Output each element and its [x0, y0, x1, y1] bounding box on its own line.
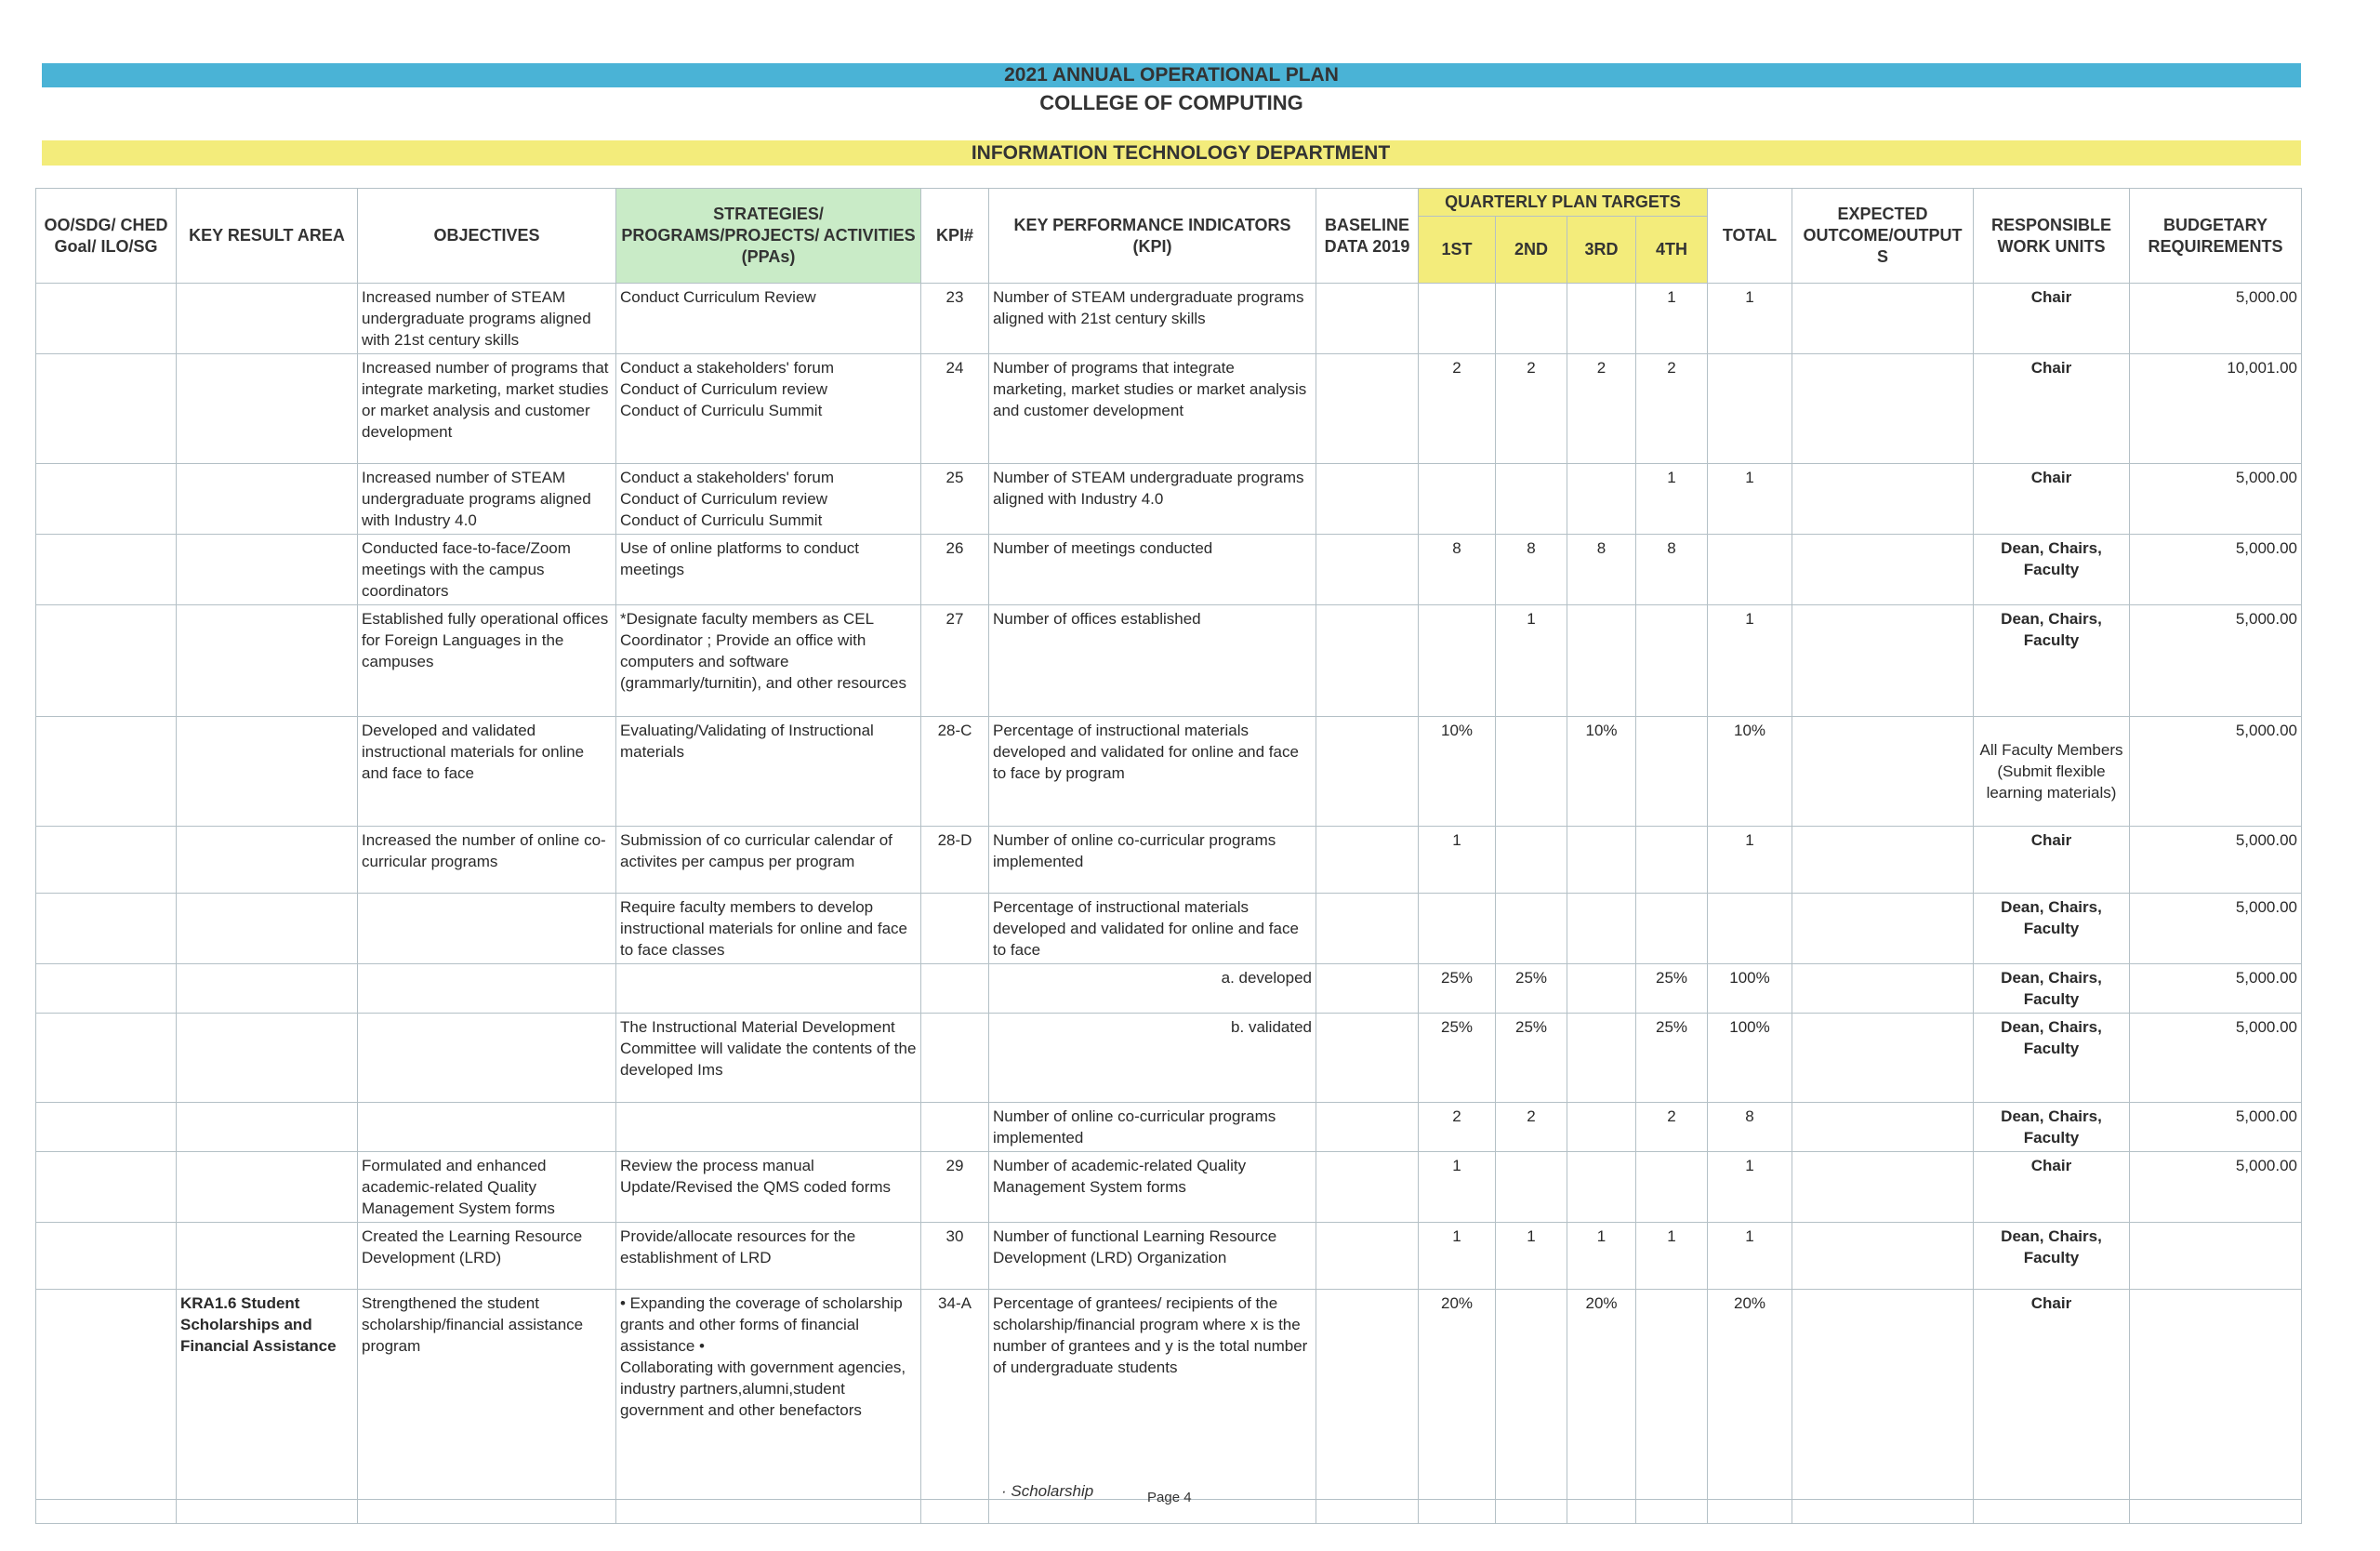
kpi-number-cell: 34-A	[921, 1290, 989, 1500]
q2-target-cell: 1	[1496, 1223, 1567, 1290]
objective-cell: Increased number of STEAM undergraduate programs aligned with 21st century skills	[358, 284, 616, 354]
q3-target-cell: 2	[1567, 354, 1636, 464]
expected-outcome-cell	[1792, 1152, 1974, 1223]
table-row	[36, 605, 2302, 717]
kpi-cell: Number of online co-curricular programs implemented	[989, 827, 1316, 894]
col-q1-header: 1ST	[1419, 217, 1496, 284]
q4-target-cell	[1636, 605, 1708, 717]
kpi-cell: Number of STEAM undergraduate programs aligned with Industry 4.0	[989, 464, 1316, 535]
q3-target-cell: 10%	[1567, 717, 1636, 827]
budget-cell	[2130, 1290, 2302, 1500]
q3-target-cell: 1	[1567, 1223, 1636, 1290]
empty-cell	[1316, 1500, 1419, 1524]
budget-cell: 5,000.00	[2130, 964, 2302, 1014]
baseline-cell	[1316, 1014, 1419, 1103]
table-row	[36, 1103, 2302, 1152]
q1-target-cell: 8	[1419, 535, 1496, 605]
kpi-number-cell: 24	[921, 354, 989, 464]
goal-cell	[36, 605, 177, 717]
budget-cell: 5,000.00	[2130, 1014, 2302, 1103]
baseline-cell	[1316, 464, 1419, 535]
kpi-number-cell	[921, 1103, 989, 1152]
q2-target-cell: 1	[1496, 605, 1567, 717]
responsible-unit-cell: Chair	[1974, 1152, 2130, 1223]
expected-outcome-cell	[1792, 827, 1974, 894]
total-cell: 1	[1708, 605, 1792, 717]
goal-cell	[36, 964, 177, 1014]
empty-cell	[921, 1500, 989, 1524]
q1-target-cell: 25%	[1419, 964, 1496, 1014]
q1-target-cell: 1	[1419, 1152, 1496, 1223]
budget-cell: 5,000.00	[2130, 1103, 2302, 1152]
baseline-cell	[1316, 1223, 1419, 1290]
baseline-cell	[1316, 284, 1419, 354]
expected-outcome-cell	[1792, 717, 1974, 827]
col-goal-header: OO/SDG/ CHED Goal/ ILO/SG	[36, 189, 177, 284]
expected-outcome-cell	[1792, 894, 1974, 964]
strategy-cell: Submission of co curricular calendar of activites per campus per program	[616, 827, 921, 894]
table-row	[36, 964, 2302, 1014]
q4-target-cell: 2	[1636, 354, 1708, 464]
responsible-unit-cell: Chair	[1974, 284, 2130, 354]
kpi-number-cell: 27	[921, 605, 989, 717]
table-row	[36, 284, 2302, 354]
table-row	[36, 464, 2302, 535]
college-name: COLLEGE OF COMPUTING	[1039, 91, 1303, 114]
kpi-number-cell: 25	[921, 464, 989, 535]
baseline-cell	[1316, 894, 1419, 964]
goal-cell	[36, 1290, 177, 1500]
strategy-cell: *Designate faculty members as CEL Coordinator ; Provide an office with computers and software (grammarly/turnitin), and other resources	[616, 605, 921, 717]
q3-target-cell	[1567, 284, 1636, 354]
expected-outcome-cell	[1792, 1290, 1974, 1500]
q2-target-cell: 2	[1496, 1103, 1567, 1152]
responsible-unit-cell: Chair	[1974, 464, 2130, 535]
objective-cell: Created the Learning Resource Development (LRD)	[358, 1223, 616, 1290]
goal-cell	[36, 827, 177, 894]
operational-plan-table	[35, 188, 2302, 1524]
budget-cell: 5,000.00	[2130, 535, 2302, 605]
strategy-cell: Conduct Curriculum Review	[616, 284, 921, 354]
kpi-number-cell: 30	[921, 1223, 989, 1290]
col-objectives-header: OBJECTIVES	[358, 189, 616, 284]
strategy-cell: Evaluating/Validating of Instructional materials	[616, 717, 921, 827]
kra-cell	[177, 1103, 358, 1152]
total-cell: 100%	[1708, 1014, 1792, 1103]
total-cell: 1	[1708, 284, 1792, 354]
q1-target-cell: 2	[1419, 354, 1496, 464]
goal-cell	[36, 1103, 177, 1152]
q4-target-cell: 1	[1636, 1223, 1708, 1290]
col-kpi-header: KEY PERFORMANCE INDICATORS (KPI)	[989, 189, 1316, 284]
goal-cell	[36, 354, 177, 464]
expected-outcome-cell	[1792, 1103, 1974, 1152]
q4-target-cell	[1636, 717, 1708, 827]
q1-target-cell: 1	[1419, 827, 1496, 894]
total-cell: 1	[1708, 464, 1792, 535]
empty-cell	[177, 1500, 358, 1524]
baseline-cell	[1316, 964, 1419, 1014]
responsible-unit-cell: Dean, Chairs, Faculty	[1974, 1014, 2130, 1103]
strategy-cell: Provide/allocate resources for the establishment of LRD	[616, 1223, 921, 1290]
table-row	[36, 717, 2302, 827]
kpi-number-cell: 28-D	[921, 827, 989, 894]
strategy-cell: Conduct a stakeholders' forum Conduct of Curriculum review Conduct of Curriculu Summit	[616, 464, 921, 535]
total-cell: 100%	[1708, 964, 1792, 1014]
budget-cell: 5,000.00	[2130, 827, 2302, 894]
total-cell	[1708, 894, 1792, 964]
strategy-cell: Use of online platforms to conduct meetings	[616, 535, 921, 605]
kpi-number-cell: 28-C	[921, 717, 989, 827]
total-cell: 1	[1708, 1223, 1792, 1290]
objective-cell: Established fully operational offices for Foreign Languages in the campuses	[358, 605, 616, 717]
col-baseline-header: BASELINE DATA 2019	[1316, 189, 1419, 284]
table-row	[36, 827, 2302, 894]
col-strategies-header: STRATEGIES/ PROGRAMS/PROJECTS/ ACTIVITIES (PPAs)	[616, 189, 921, 284]
empty-cell	[2130, 1500, 2302, 1524]
q3-target-cell	[1567, 964, 1636, 1014]
objective-cell: Increased number of STEAM undergraduate programs aligned with Industry 4.0	[358, 464, 616, 535]
responsible-unit-cell: Chair	[1974, 354, 2130, 464]
q3-target-cell	[1567, 464, 1636, 535]
expected-outcome-cell	[1792, 605, 1974, 717]
baseline-cell	[1316, 1103, 1419, 1152]
empty-cell	[358, 1500, 616, 1524]
empty-cell	[1419, 1500, 1496, 1524]
budget-cell: 5,000.00	[2130, 464, 2302, 535]
q3-target-cell	[1567, 894, 1636, 964]
kpi-cell: Number of functional Learning Resource Development (LRD) Organization	[989, 1223, 1316, 1290]
q2-target-cell	[1496, 827, 1567, 894]
kra-cell	[177, 354, 358, 464]
baseline-cell	[1316, 827, 1419, 894]
q2-target-cell: 2	[1496, 354, 1567, 464]
goal-cell	[36, 1223, 177, 1290]
kra-cell	[177, 1152, 358, 1223]
q1-target-cell	[1419, 464, 1496, 535]
col-budget-header: BUDGETARY REQUIREMENTS	[2130, 189, 2302, 284]
q2-target-cell: 8	[1496, 535, 1567, 605]
q4-target-cell	[1636, 1152, 1708, 1223]
q2-target-cell: 25%	[1496, 1014, 1567, 1103]
strategy-cell: The Instructional Material Development Committee will validate the contents of the developed Ims	[616, 1014, 921, 1103]
goal-cell	[36, 894, 177, 964]
budget-cell: 5,000.00	[2130, 717, 2302, 827]
strategy-cell	[616, 964, 921, 1014]
col-quarterly-header: QUARTERLY PLAN TARGETS	[1419, 189, 1708, 217]
responsible-unit-cell: Dean, Chairs, Faculty	[1974, 535, 2130, 605]
kra-cell	[177, 605, 358, 717]
kpi-cell: b. validated	[989, 1014, 1316, 1103]
budget-cell: 5,000.00	[2130, 894, 2302, 964]
kpi-number-cell	[921, 894, 989, 964]
empty-cell	[1496, 1500, 1567, 1524]
empty-cell	[1567, 1500, 1636, 1524]
objective-cell	[358, 1103, 616, 1152]
kra-cell	[177, 284, 358, 354]
plan-table-body	[36, 284, 2302, 1524]
kpi-number-cell	[921, 964, 989, 1014]
q4-target-cell	[1636, 827, 1708, 894]
baseline-cell	[1316, 1152, 1419, 1223]
goal-cell	[36, 717, 177, 827]
kpi-number-cell	[921, 1014, 989, 1103]
col-expected-header: EXPECTED OUTCOME/OUTPUT S	[1792, 189, 1974, 284]
col-total-header: TOTAL	[1708, 189, 1792, 284]
expected-outcome-cell	[1792, 964, 1974, 1014]
baseline-cell	[1316, 354, 1419, 464]
q1-target-cell	[1419, 894, 1496, 964]
table-row	[36, 894, 2302, 964]
expected-outcome-cell	[1792, 535, 1974, 605]
q3-target-cell	[1567, 827, 1636, 894]
responsible-unit-cell: Dean, Chairs, Faculty	[1974, 1223, 2130, 1290]
kra-cell	[177, 464, 358, 535]
q2-target-cell	[1496, 717, 1567, 827]
q3-target-cell	[1567, 605, 1636, 717]
q3-target-cell	[1567, 1152, 1636, 1223]
kpi-cell: Percentage of instructional materials developed and validated for online and face to face by program	[989, 717, 1316, 827]
kpi-cell: Number of academic-related Quality Management System forms	[989, 1152, 1316, 1223]
strategy-cell: Review the process manual Update/Revised the QMS coded forms	[616, 1152, 921, 1223]
expected-outcome-cell	[1792, 1014, 1974, 1103]
strategy-cell: • Expanding the coverage of scholarship grants and other forms of financial assistance • Collaborating with government agencies, industry partners,alumni,student government and other benefactors	[616, 1290, 921, 1500]
expected-outcome-cell	[1792, 354, 1974, 464]
objective-cell	[358, 964, 616, 1014]
col-kra-header: KEY RESULT AREA	[177, 189, 358, 284]
baseline-cell	[1316, 1290, 1419, 1500]
objective-cell	[358, 1014, 616, 1103]
empty-cell	[616, 1500, 921, 1524]
q3-target-cell: 8	[1567, 535, 1636, 605]
responsible-unit-cell: Dean, Chairs, Faculty	[1974, 605, 2130, 717]
q2-target-cell: 25%	[1496, 964, 1567, 1014]
table-row	[36, 535, 2302, 605]
q2-target-cell	[1496, 284, 1567, 354]
responsible-unit-cell: Dean, Chairs, Faculty	[1974, 894, 2130, 964]
objective-cell: Formulated and enhanced academic-related Quality Management System forms	[358, 1152, 616, 1223]
goal-cell	[36, 464, 177, 535]
goal-cell	[36, 284, 177, 354]
empty-cell	[36, 1500, 177, 1524]
kpi-number-cell: 26	[921, 535, 989, 605]
responsible-unit-cell: Dean, Chairs, Faculty	[1974, 964, 2130, 1014]
table-row	[36, 1152, 2302, 1223]
kpi-cell: a. developed	[989, 964, 1316, 1014]
q3-target-cell	[1567, 1014, 1636, 1103]
total-cell: 8	[1708, 1103, 1792, 1152]
total-cell	[1708, 535, 1792, 605]
q1-target-cell: 10%	[1419, 717, 1496, 827]
kpi-number-cell: 29	[921, 1152, 989, 1223]
kpi-cell: Number of offices established	[989, 605, 1316, 717]
q4-target-cell	[1636, 894, 1708, 964]
department-name: INFORMATION TECHNOLOGY DEPARTMENT	[971, 142, 1391, 164]
strategy-cell: Require faculty members to develop instructional materials for online and face to face classes	[616, 894, 921, 964]
q4-target-cell: 25%	[1636, 964, 1708, 1014]
objective-cell: Developed and validated instructional materials for online and face to face	[358, 717, 616, 827]
table-row	[36, 1014, 2302, 1103]
q1-target-cell: 25%	[1419, 1014, 1496, 1103]
q4-target-cell: 1	[1636, 464, 1708, 535]
objective-cell	[358, 894, 616, 964]
budget-cell: 5,000.00	[2130, 284, 2302, 354]
q3-target-cell	[1567, 1103, 1636, 1152]
empty-cell	[1974, 1500, 2130, 1524]
q1-target-cell: 2	[1419, 1103, 1496, 1152]
kpi-cell: Number of meetings conducted	[989, 535, 1316, 605]
objective-cell: Strengthened the student scholarship/financial assistance program	[358, 1290, 616, 1500]
q1-target-cell	[1419, 605, 1496, 717]
total-cell	[1708, 354, 1792, 464]
table-row	[36, 1290, 2302, 1500]
q4-target-cell: 2	[1636, 1103, 1708, 1152]
q4-target-cell: 1	[1636, 284, 1708, 354]
goal-cell	[36, 1152, 177, 1223]
budget-cell: 5,000.00	[2130, 605, 2302, 717]
kpi-cell: Percentage of grantees/ recipients of the scholarship/financial program where x is the number of grantees and y is the total number of undergraduate students	[989, 1290, 1316, 1500]
budget-cell: 10,001.00	[2130, 354, 2302, 464]
responsible-unit-cell: Chair	[1974, 1290, 2130, 1500]
total-cell: 20%	[1708, 1290, 1792, 1500]
expected-outcome-cell	[1792, 284, 1974, 354]
expected-outcome-cell	[1792, 464, 1974, 535]
q2-target-cell	[1496, 894, 1567, 964]
q1-target-cell: 1	[1419, 1223, 1496, 1290]
responsible-unit-cell: Chair	[1974, 827, 2130, 894]
kra-cell	[177, 535, 358, 605]
kpi-cell: Percentage of instructional materials developed and validated for online and face to face	[989, 894, 1316, 964]
responsible-unit-cell: All Faculty Members (Submit flexible learning materials)	[1974, 717, 2130, 827]
expected-outcome-cell	[1792, 1223, 1974, 1290]
q3-target-cell: 20%	[1567, 1290, 1636, 1500]
responsible-unit-cell: Dean, Chairs, Faculty	[1974, 1103, 2130, 1152]
kra-cell	[177, 1014, 358, 1103]
goal-cell	[36, 535, 177, 605]
strategy-cell	[616, 1103, 921, 1152]
q2-target-cell	[1496, 1290, 1567, 1500]
kra-cell	[177, 964, 358, 1014]
budget-cell	[2130, 1223, 2302, 1290]
q4-target-cell: 8	[1636, 535, 1708, 605]
table-row	[36, 354, 2302, 464]
col-q4-header: 4TH	[1636, 217, 1708, 284]
total-cell: 1	[1708, 827, 1792, 894]
kpi-cell: Number of programs that integrate marketing, market studies or market analysis and customer development	[989, 354, 1316, 464]
objective-cell: Increased number of programs that integrate marketing, market studies or market analysis and customer development	[358, 354, 616, 464]
kra-cell	[177, 894, 358, 964]
budget-cell: 5,000.00	[2130, 1152, 2302, 1223]
baseline-cell	[1316, 605, 1419, 717]
col-kpi-number-header: KPI#	[921, 189, 989, 284]
col-q2-header: 2ND	[1496, 217, 1567, 284]
strategy-cell: Conduct a stakeholders' forum Conduct of Curriculum review Conduct of Curriculu Summit	[616, 354, 921, 464]
kra-cell	[177, 717, 358, 827]
total-cell: 10%	[1708, 717, 1792, 827]
footer-scholarship-note: · Scholarship	[1001, 1482, 1094, 1500]
goal-cell	[36, 1014, 177, 1103]
plan-title: 2021 ANNUAL OPERATIONAL PLAN	[1004, 64, 1339, 86]
kra-cell	[177, 1223, 358, 1290]
col-responsible-header: RESPONSIBLE WORK UNITS	[1974, 189, 2130, 284]
q4-target-cell	[1636, 1290, 1708, 1500]
objective-cell: Increased the number of online co-curricular programs	[358, 827, 616, 894]
q2-target-cell	[1496, 1152, 1567, 1223]
baseline-cell	[1316, 717, 1419, 827]
objective-cell: Conducted face-to-face/Zoom meetings with the campus coordinators	[358, 535, 616, 605]
page-number: Page 4	[1147, 1490, 1192, 1505]
kra-cell: KRA1.6 Student Scholarships and Financial Assistance	[177, 1290, 358, 1500]
empty-cell	[1636, 1500, 1708, 1524]
q1-target-cell	[1419, 284, 1496, 354]
q1-target-cell: 20%	[1419, 1290, 1496, 1500]
kra-cell	[177, 827, 358, 894]
q2-target-cell	[1496, 464, 1567, 535]
baseline-cell	[1316, 535, 1419, 605]
table-row	[36, 1223, 2302, 1290]
kpi-number-cell: 23	[921, 284, 989, 354]
empty-cell	[1792, 1500, 1974, 1524]
col-q3-header: 3RD	[1567, 217, 1636, 284]
total-cell: 1	[1708, 1152, 1792, 1223]
empty-cell	[1708, 1500, 1792, 1524]
kpi-cell: Number of STEAM undergraduate programs aligned with 21st century skills	[989, 284, 1316, 354]
q4-target-cell: 25%	[1636, 1014, 1708, 1103]
kpi-cell: Number of online co-curricular programs implemented	[989, 1103, 1316, 1152]
